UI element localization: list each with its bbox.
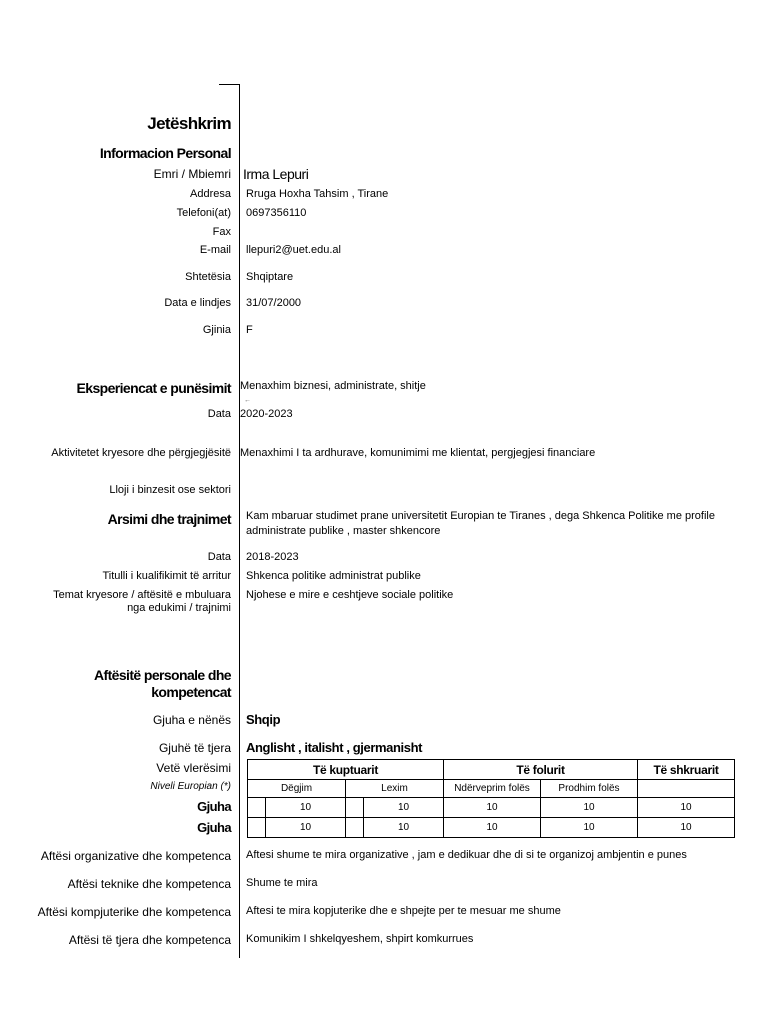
language-row-label-2: Gjuha <box>197 820 231 835</box>
table-row <box>248 818 735 838</box>
other-languages-label: Gjuhë të tjera <box>158 741 231 755</box>
table-cell: 10 <box>541 818 638 838</box>
table-row <box>248 798 735 818</box>
email-value: llepuri2@uet.edu.al <box>246 244 341 256</box>
nationality-value: Shqiptare <box>246 271 294 283</box>
birthdate-label: Data e lindjes <box>164 297 231 309</box>
table-cell: 10 <box>266 818 346 838</box>
technical-skills-value: Shume te mira <box>246 877 318 889</box>
table-cell: 10 <box>364 798 444 818</box>
topics-label-line1: Temat kryesore / aftësitë e mbuluara <box>53 589 231 601</box>
education-date-label: Data <box>207 551 231 563</box>
nationality-label: Shtetësia <box>185 271 231 283</box>
table-cell: 10 <box>638 818 735 838</box>
skills-heading-line1: Aftësitë personale dhe <box>94 667 231 683</box>
other-skills-value: Komunikim I shkelqyeshem, shpirt komkurrues <box>246 933 474 945</box>
name-value: Irma Lepuri <box>243 166 309 182</box>
phone-label: Telefoni(at) <box>176 207 231 219</box>
education-description-line2: administrate publike , master shkencore <box>246 525 441 537</box>
table-subheader-writing-empty <box>638 780 735 798</box>
computer-skills-value: Aftesi te mira kopjuterike dhe e shpejte per te mesuar me shume <box>246 905 561 917</box>
activities-value: Menaxhimi I ta ardhurave, komunimimi me klientat, pergjegjesi financiare <box>240 447 596 459</box>
computer-skills-label: Aftësi kompjuterike dhe kompetenca <box>37 905 231 919</box>
mother-tongue-label: Gjuha e nënës <box>152 713 231 727</box>
other-skills-label: Aftësi të tjera dhe kompetenca <box>68 933 231 947</box>
qualification-label: Titulli i kualifikimit të arritur <box>102 570 231 582</box>
experience-heading: Eksperiencat e punësimit <box>76 380 231 396</box>
experience-date-label: Data <box>207 408 231 420</box>
table-subheader-interaction: Ndërveprim folës <box>444 780 541 798</box>
arrow-marker-icon: ← <box>244 397 251 404</box>
experience-heading-value: Menaxhim biznesi, administrate, shitje <box>240 380 426 392</box>
table-header-speaking: Të folurit <box>444 760 638 780</box>
table-subheader-reading: Lexim <box>346 780 444 798</box>
phone-value: 0697356110 <box>246 207 307 219</box>
table-cell: 10 <box>541 798 638 818</box>
language-assessment-table <box>247 759 735 838</box>
table-cell: 10 <box>266 798 346 818</box>
experience-date-value: 2020-2023 <box>240 408 293 420</box>
technical-skills-label: Aftësi teknike dhe kompetenca <box>67 877 231 891</box>
table-cell-spacer <box>346 798 364 818</box>
table-subheader-listening: Dëgjim <box>248 780 346 798</box>
page-title: Jetëshkrim <box>147 114 231 133</box>
gender-label: Gjinia <box>202 324 231 336</box>
name-label: Emri / Mbiemri <box>153 167 231 181</box>
self-assessment-label: Vetë vlerësimi <box>156 761 231 775</box>
birthdate-value: 31/07/2000 <box>246 297 302 309</box>
table-cell: 10 <box>638 798 735 818</box>
table-cell-spacer <box>248 818 266 838</box>
table-cell-spacer <box>248 798 266 818</box>
table-cell-spacer <box>346 818 364 838</box>
table-cell: 10 <box>444 798 541 818</box>
education-description-line1: Kam mbaruar studimet prane universitetit Europian te Tiranes , dega Shkenca Politike me profile <box>246 510 715 522</box>
table-header-understanding: Të kuptuarit <box>248 760 444 780</box>
topics-label-line2: nga edukimi / trajnimi <box>127 602 231 614</box>
organizational-skills-value: Aftesi shume te mira organizative , jam e dedikuar dhe di si te organizoj ambjentin e punes <box>246 849 687 861</box>
education-heading: Arsimi dhe trajnimet <box>107 511 231 527</box>
education-date-value: 2018-2023 <box>246 551 299 563</box>
divider-line <box>239 84 240 958</box>
organizational-skills-label: Aftësi organizative dhe kompetenca <box>40 849 231 863</box>
email-label: E-mail <box>199 244 231 256</box>
fax-label: Fax <box>212 226 231 238</box>
sector-label: Lloji i binzesit ose sektori <box>109 484 231 496</box>
european-level-label: Niveli Europian (*) <box>150 781 231 792</box>
activities-label: Aktivitetet kryesore dhe përgjegjësitë <box>51 447 231 459</box>
language-row-label-1: Gjuha <box>197 799 231 814</box>
address-value: Rruga Hoxha Tahsim , Tirane <box>246 188 389 200</box>
personal-info-heading: Informacion Personal <box>99 145 231 161</box>
table-cell: 10 <box>364 818 444 838</box>
topics-value: Njohese e mire e ceshtjeve sociale politike <box>246 589 454 601</box>
table-header-writing: Të shkruarit <box>638 760 735 780</box>
mother-tongue-value: Shqip <box>246 712 281 727</box>
qualification-value: Shkenca politike administrat publike <box>246 570 421 582</box>
table-subheader-production: Prodhim folës <box>541 780 638 798</box>
other-languages-value: Anglisht , italisht , gjermanisht <box>246 740 423 755</box>
header-tick-line <box>219 84 240 85</box>
skills-heading-line2: kompetencat <box>151 684 231 700</box>
table-cell: 10 <box>444 818 541 838</box>
address-label: Addresa <box>190 188 231 200</box>
gender-value: F <box>246 324 253 336</box>
